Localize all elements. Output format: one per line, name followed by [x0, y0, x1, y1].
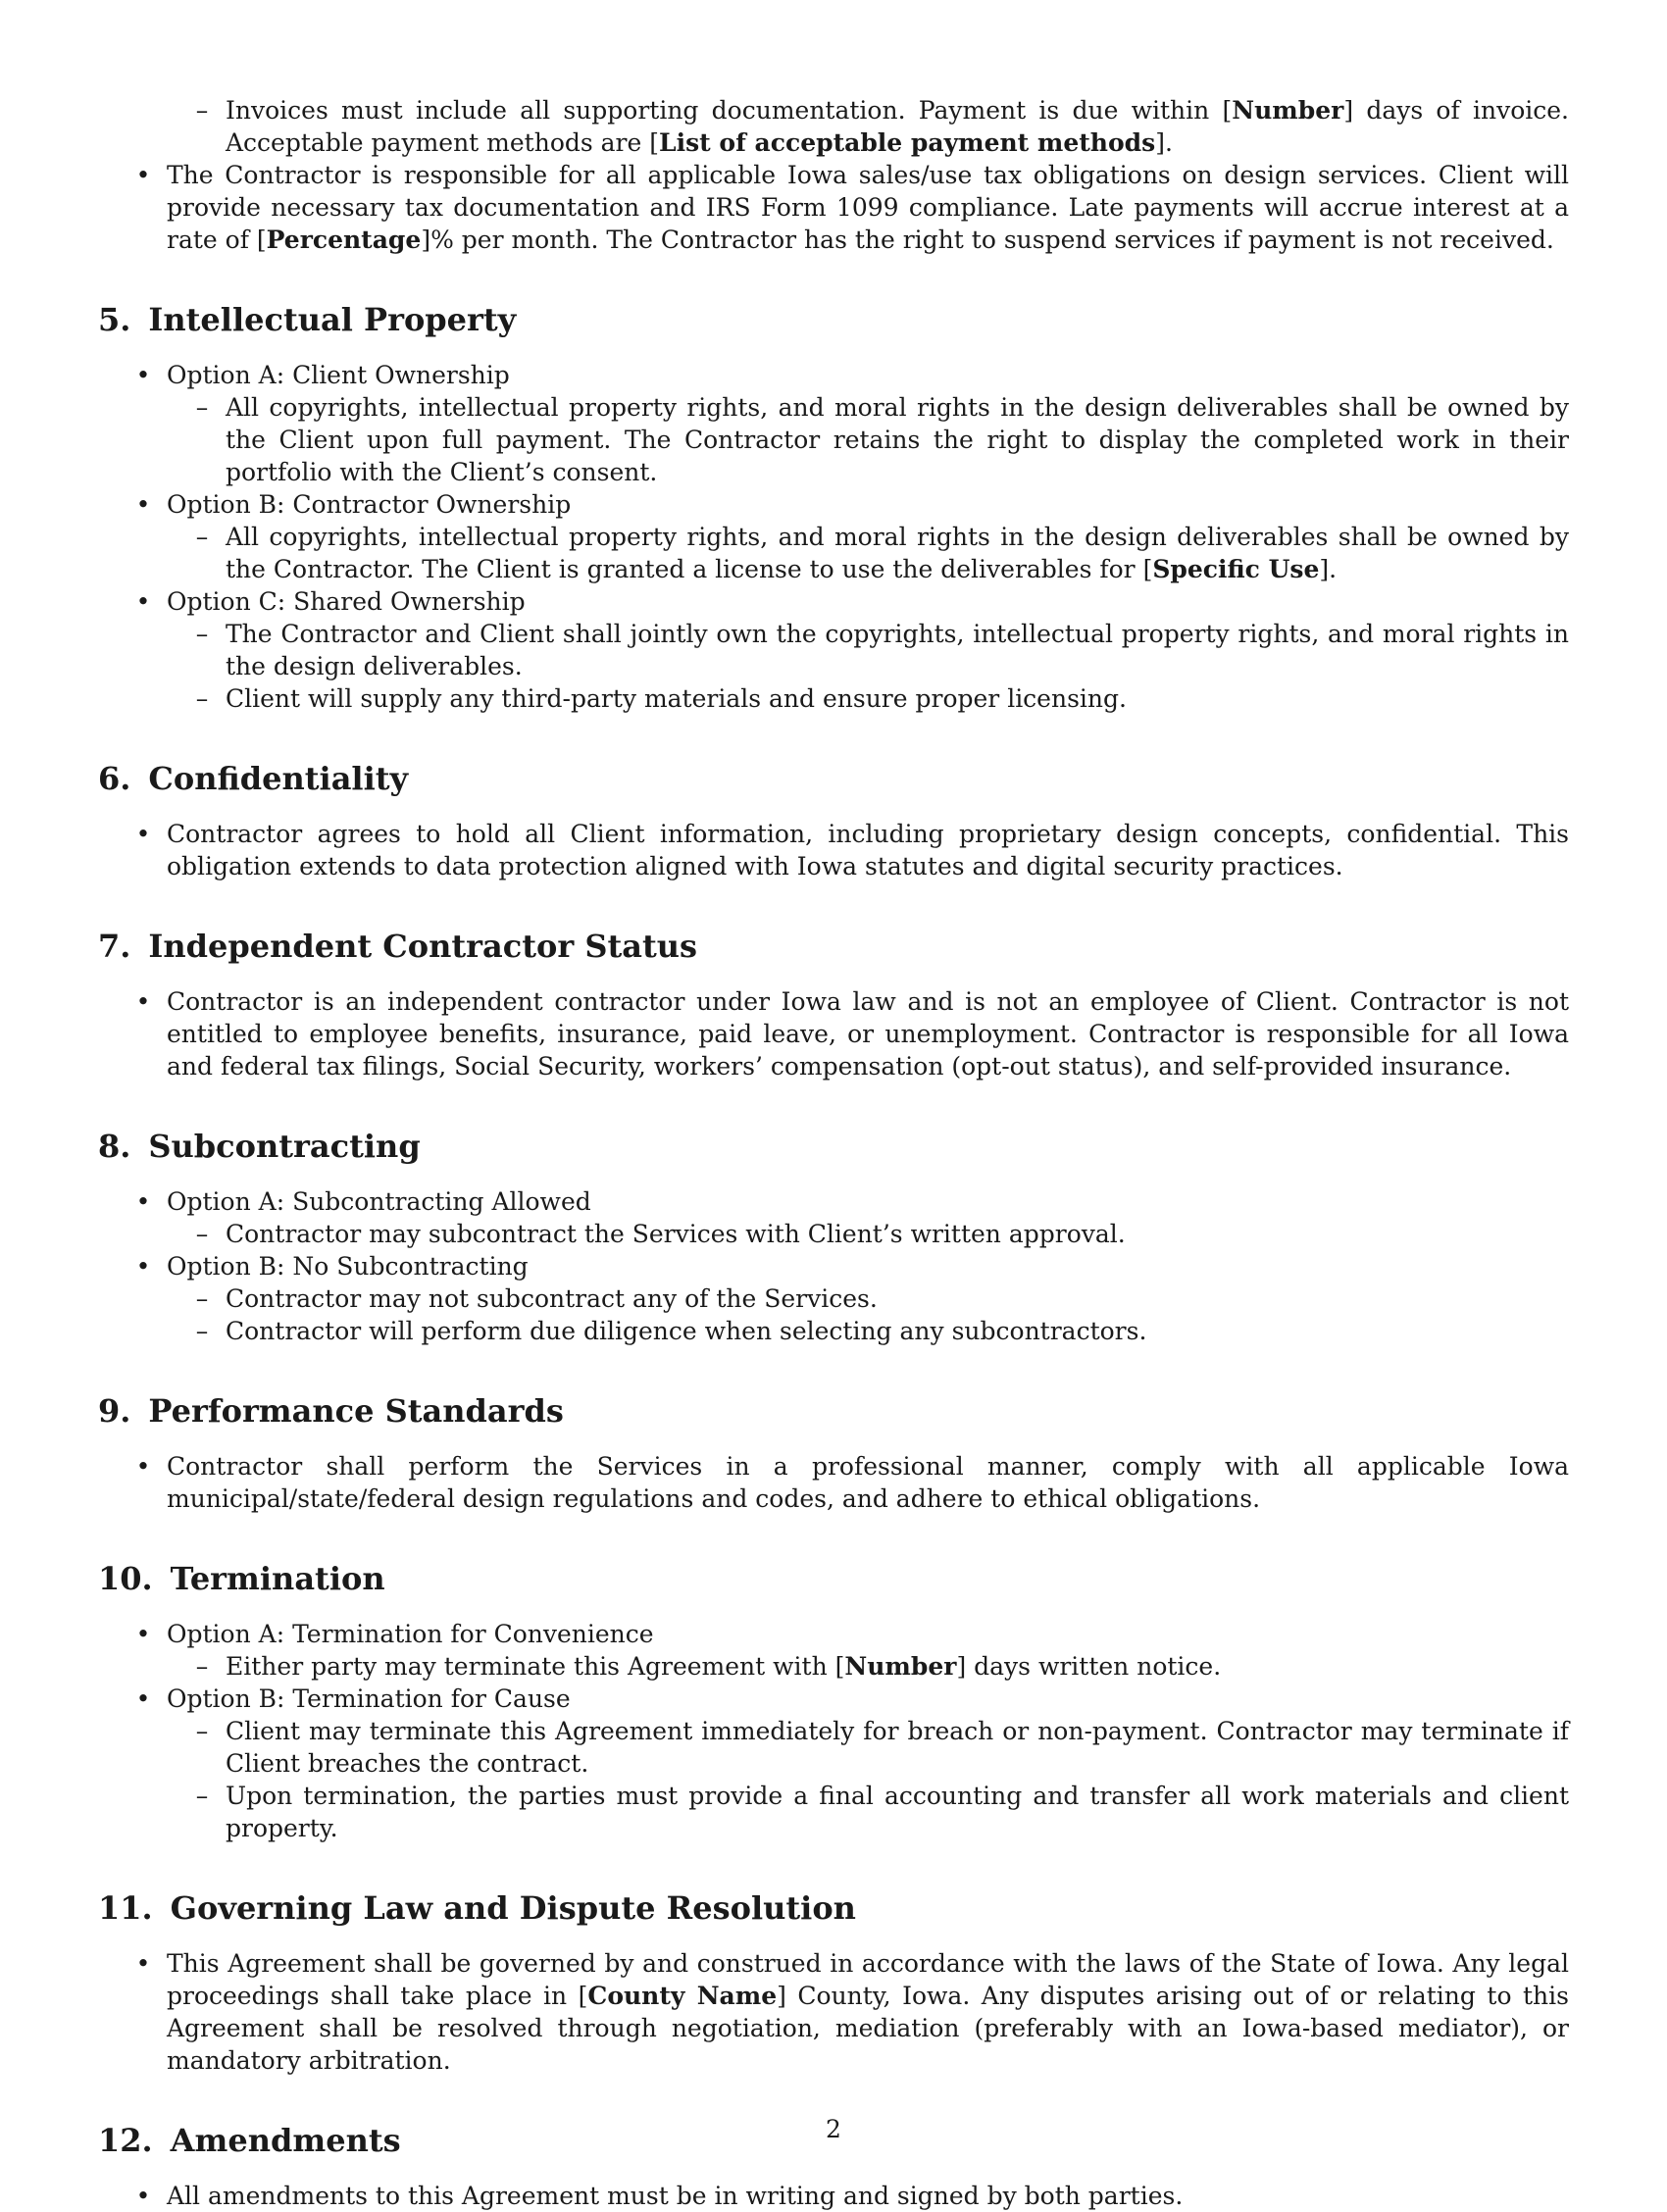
- tax-text: The Contractor is responsible for all applicable Iowa sales/use tax obligations on design services. Client will provide necessary tax documentation and IRS Form 1099 compliance. Late payments will accrue interest at a rate of [Percentage]% per month. The Contractor has the right to suspend services if payment is not received.: [167, 161, 1569, 254]
- option-text: Contractor may subcontract the Services with Client’s written approval.: [226, 1220, 1126, 1248]
- section-heading-5: 5. Intellectual Property: [98, 301, 517, 338]
- section-heading-6: 6. Confidentiality: [98, 760, 409, 797]
- placeholder-county-name: County Name: [587, 1982, 778, 2010]
- list-item: [98, 1282, 1569, 1315]
- placeholder-percentage: Percentage: [266, 226, 422, 254]
- option-label: Option A: Termination for Convenience: [167, 1620, 654, 1648]
- page-number: 2: [826, 2115, 841, 2143]
- list-item: [98, 585, 1569, 618]
- dash-marker: –: [195, 96, 209, 125]
- list-item: [98, 985, 1569, 1082]
- list-item: [98, 1780, 1569, 1844]
- bullet-marker: •: [135, 361, 151, 389]
- section-heading-12: 12. Amendments: [98, 2122, 401, 2159]
- section-heading-11: 11. Governing Law and Dispute Resolution: [98, 1889, 856, 1927]
- list-item: [98, 682, 1569, 715]
- list-item-tax: [98, 159, 1569, 256]
- section-heading-10: 10. Termination: [98, 1560, 385, 1597]
- dash-marker: –: [195, 1717, 209, 1745]
- list-item-invoice: [98, 94, 1569, 159]
- list-item: [98, 2180, 1569, 2212]
- bullet-marker: •: [135, 1684, 151, 1713]
- bullet-marker: •: [135, 2182, 151, 2210]
- section-heading-8: 8. Subcontracting: [98, 1128, 421, 1165]
- list-item: [98, 1185, 1569, 1218]
- list-item: [98, 818, 1569, 882]
- placeholder-specific-use: Specific Use: [1152, 555, 1320, 583]
- bullet-marker: •: [135, 1187, 151, 1216]
- option-text: All copyrights, intellectual property rights, and moral rights in the design deliverables shall be owned by the Contractor. The Client is granted a license to use the deliverables for [Specific Use].: [226, 523, 1569, 583]
- list-item: [98, 618, 1569, 682]
- list-item: [98, 1218, 1569, 1250]
- dash-marker: –: [195, 1317, 209, 1345]
- option-text: Contractor will perform due diligence when selecting any subcontractors.: [226, 1317, 1147, 1345]
- option-label: Option A: Subcontracting Allowed: [167, 1187, 591, 1216]
- list-item: [98, 1450, 1569, 1515]
- option-text: The Contractor and Client shall jointly own the copyrights, intellectual property rights, and moral rights in the design deliverables.: [226, 620, 1569, 680]
- section-heading-7: 7. Independent Contractor Status: [98, 928, 698, 965]
- section-text: Contractor is an independent contractor under Iowa law and is not an employee of Client. Contractor is not entitled to employee benefits, insurance, paid leave, or unemployment. Contractor is responsible for all Iowa and federal tax filings, Social Security, workers’ compensation (opt-out status), and self-provided insurance.: [167, 987, 1569, 1081]
- option-label: Option C: Shared Ownership: [167, 587, 526, 616]
- section-text: This Agreement shall be governed by and construed in accordance with the laws of the State of Iowa. Any legal proceedings shall take place in [County Name] County, Iowa. Any disputes arising out of or relating to this Agreement shall be resolved through negotiation, mediation (preferably with an Iowa-based mediator), or mandatory arbitration.: [167, 1949, 1569, 2075]
- dash-marker: –: [195, 393, 209, 422]
- bullet-marker: •: [135, 490, 151, 519]
- page-content: [98, 94, 1569, 2212]
- bullet-marker: •: [135, 587, 151, 616]
- section-heading-9: 9. Performance Standards: [98, 1392, 564, 1430]
- bullet-marker: •: [135, 1252, 151, 1281]
- section-text: All amendments to this Agreement must be in writing and signed by both parties.: [167, 2182, 1184, 2210]
- dash-marker: –: [195, 1782, 209, 1810]
- list-item: [98, 1683, 1569, 1715]
- bullet-marker: •: [135, 1620, 151, 1648]
- option-label: Option B: No Subcontracting: [167, 1252, 529, 1281]
- dash-marker: –: [195, 1652, 209, 1681]
- list-item: [98, 1715, 1569, 1780]
- list-item: [98, 359, 1569, 391]
- list-item: [98, 1618, 1569, 1650]
- dash-marker: –: [195, 620, 209, 648]
- list-item: [98, 488, 1569, 521]
- list-item: [98, 1250, 1569, 1282]
- bullet-marker: •: [135, 987, 151, 1016]
- bullet-marker: •: [135, 820, 151, 848]
- option-text: Client may terminate this Agreement immediately for breach or non-payment. Contractor may terminate if Client breaches the contract.: [226, 1717, 1569, 1778]
- invoice-text: Invoices must include all supporting documentation. Payment is due within [Number] days of invoice. Acceptable payment methods are [List of acceptable payment methods].: [226, 96, 1569, 157]
- list-item: [98, 521, 1569, 585]
- dash-marker: –: [195, 684, 209, 713]
- placeholder-number: Number: [1232, 96, 1344, 125]
- bullet-marker: •: [135, 161, 151, 189]
- dash-marker: –: [195, 523, 209, 551]
- section-text: Contractor agrees to hold all Client information, including proprietary design concepts, confidential. This obligation extends to data protection aligned with Iowa statutes and digital security practices.: [167, 820, 1569, 880]
- bullet-marker: •: [135, 1949, 151, 1978]
- option-label: Option B: Contractor Ownership: [167, 490, 572, 519]
- list-item: [98, 1315, 1569, 1347]
- option-text: Client will supply any third-party materials and ensure proper licensing.: [226, 684, 1127, 713]
- option-text: Either party may terminate this Agreement with [Number] days written notice.: [226, 1652, 1222, 1681]
- placeholder-number: Number: [844, 1652, 957, 1681]
- bullet-marker: •: [135, 1452, 151, 1481]
- section-text: Contractor shall perform the Services in a professional manner, comply with all applicable Iowa municipal/state/federal design regulations and codes, and adhere to ethical obligations.: [167, 1452, 1569, 1513]
- dash-marker: –: [195, 1284, 209, 1313]
- option-text: Contractor may not subcontract any of the Services.: [226, 1284, 878, 1313]
- list-item: [98, 1650, 1569, 1683]
- list-item: [98, 1947, 1569, 2077]
- placeholder-payment-methods: List of acceptable payment methods: [659, 128, 1156, 157]
- option-text: Upon termination, the parties must provide a final accounting and transfer all work materials and client property.: [226, 1782, 1569, 1842]
- option-text: All copyrights, intellectual property rights, and moral rights in the design deliverables shall be owned by the Client upon full payment. The Contractor retains the right to display the completed work in their portfolio with the Client’s consent.: [226, 393, 1569, 486]
- list-item: [98, 391, 1569, 488]
- dash-marker: –: [195, 1220, 209, 1248]
- option-label: Option A: Client Ownership: [167, 361, 510, 389]
- option-label: Option B: Termination for Cause: [167, 1684, 571, 1713]
